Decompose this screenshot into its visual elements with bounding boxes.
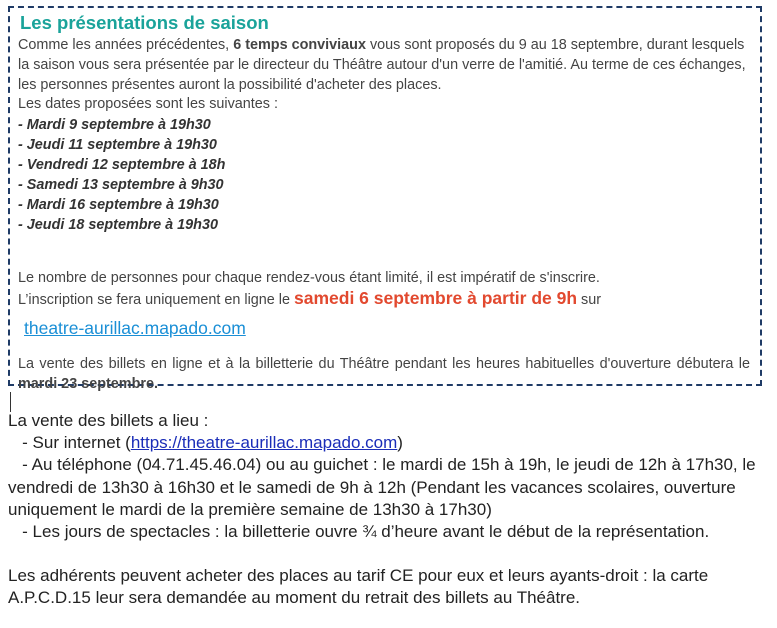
intro-text-1: Comme les années précédentes, bbox=[18, 37, 234, 53]
internet-suffix: ) bbox=[397, 433, 403, 453]
show-days-line: - Les jours de spectacles : la billetterie ouvre ¾ d’heure avant le début de la représentation. bbox=[8, 522, 710, 542]
text-cursor bbox=[10, 392, 11, 412]
date-item: - Jeudi 18 septembre à 19h30 bbox=[18, 217, 218, 234]
dates-list bbox=[18, 115, 750, 235]
internet-line bbox=[8, 432, 768, 454]
ticket-info bbox=[8, 410, 768, 610]
ticket-heading: La vente des billets a lieu : bbox=[8, 411, 209, 430]
signup-date-highlight: samedi 6 septembre à partir de 9h bbox=[294, 287, 578, 308]
sale-start-paragraph bbox=[18, 355, 750, 395]
date-item: - Mardi 9 septembre à 19h30 bbox=[18, 117, 211, 134]
sale-date-bold: mardi 23 septembre. bbox=[18, 375, 158, 392]
sale-text: La vente des billets en ligne et à la billetterie du Théâtre pendant les heures habituelles d'ouverture débutera le bbox=[18, 355, 750, 372]
ticketing-link[interactable]: https://theatre-aurillac.mapado.com bbox=[130, 433, 398, 453]
mapado-link[interactable]: theatre-aurillac.mapado.com bbox=[24, 317, 246, 338]
phone-counter-line: - Au téléphone (04.71.45.46.04) ou au guichet : le mardi de 15h à 19h, le jeudi de 12h à 17h30, le vendredi de 13h30 à 16h30 et le samedi de 9h à 12h (Pendant les vacances scolaires, ouverture uniquement le mardi de la première semaine de 13h30 à 17h30) bbox=[8, 455, 761, 519]
season-presentations-box bbox=[8, 6, 762, 392]
limit-notice: Le nombre de personnes pour chaque rendez-vous étant limité, il est impératif de s'inscrire. bbox=[18, 270, 600, 287]
date-item: - Mardi 16 septembre à 19h30 bbox=[18, 197, 219, 214]
date-item: - Jeudi 11 septembre à 19h30 bbox=[18, 137, 217, 154]
box-title: Les présentations de saison bbox=[20, 12, 269, 33]
members-paragraph: Les adhérents peuvent acheter des places au tarif CE pour eux et leurs ayants-droit : la carte A.P.C.D.15 leur sera demandée au moment du retrait des billets au Théâtre. bbox=[8, 566, 709, 608]
dates-intro: Les dates proposées sont les suivantes : bbox=[18, 96, 278, 113]
intro-bold: 6 temps conviviaux bbox=[233, 37, 366, 53]
intro-paragraph bbox=[18, 36, 750, 95]
signup-text-2: sur bbox=[577, 291, 602, 308]
signup-text-1: L’inscription se fera uniquement en ligne le bbox=[18, 291, 294, 308]
internet-prefix: - Sur internet ( bbox=[8, 433, 131, 453]
date-item: - Vendredi 12 septembre à 18h bbox=[18, 157, 226, 174]
intro-text-2: vous sont proposés du 9 au 18 septembre, durant lesquels la saison vous sera présentée par le directeur du Théâtre autour d'un verre de l'amitié. Au terme de ces échanges, les personnes présentes auront la possibilité d'acheter des places. bbox=[18, 37, 746, 93]
date-item: - Samedi 13 septembre à 9h30 bbox=[18, 177, 224, 194]
signup-paragraph bbox=[18, 289, 750, 311]
